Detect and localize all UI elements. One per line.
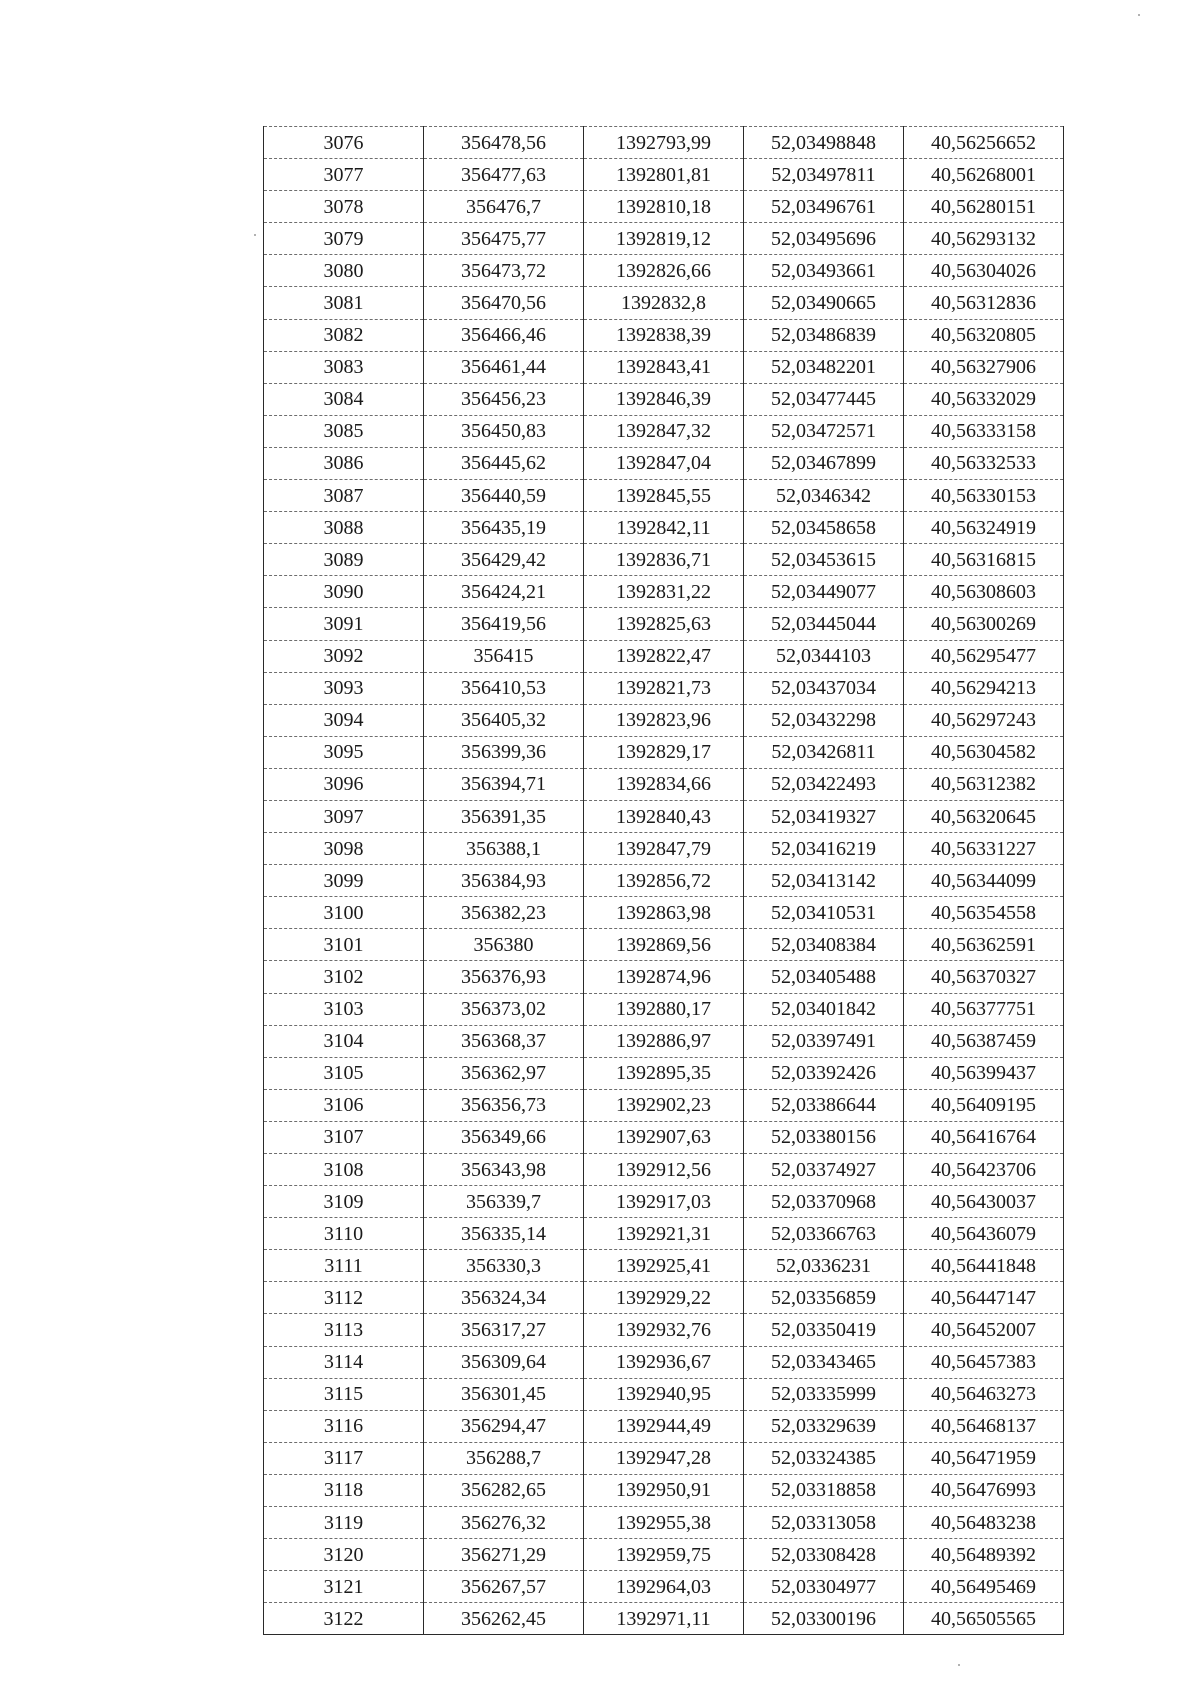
table-row [264, 1474, 1064, 1506]
y-coordinate-cell: 1392944,49 [584, 1410, 744, 1442]
x-coordinate-cell: 356376,93 [424, 961, 584, 993]
table-row [264, 512, 1064, 544]
scan-speck [958, 1664, 960, 1666]
table-row [264, 447, 1064, 479]
y-coordinate-cell: 1392895,35 [584, 1057, 744, 1089]
x-coordinate-cell: 356282,65 [424, 1474, 584, 1506]
point-number-cell: 3119 [264, 1507, 424, 1539]
y-coordinate-cell: 1392929,22 [584, 1282, 744, 1314]
table-body [264, 127, 1064, 1635]
latitude-cell: 52,03495696 [744, 223, 904, 255]
x-coordinate-cell: 356415 [424, 640, 584, 672]
table-row [264, 704, 1064, 736]
longitude-cell: 40,56312382 [904, 768, 1064, 800]
x-coordinate-cell: 356476,7 [424, 191, 584, 223]
x-coordinate-cell: 356388,1 [424, 833, 584, 865]
point-number-cell: 3089 [264, 544, 424, 576]
point-number-cell: 3104 [264, 1025, 424, 1057]
x-coordinate-cell: 356424,21 [424, 576, 584, 608]
x-coordinate-cell: 356384,93 [424, 865, 584, 897]
x-coordinate-cell: 356440,59 [424, 480, 584, 512]
table-row [264, 415, 1064, 447]
latitude-cell: 52,03386644 [744, 1089, 904, 1121]
table-row [264, 287, 1064, 319]
y-coordinate-cell: 1392838,39 [584, 319, 744, 351]
longitude-cell: 40,56304026 [904, 255, 1064, 287]
table-row [264, 351, 1064, 383]
longitude-cell: 40,56483238 [904, 1507, 1064, 1539]
y-coordinate-cell: 1392874,96 [584, 961, 744, 993]
table-row [264, 319, 1064, 351]
y-coordinate-cell: 1392825,63 [584, 608, 744, 640]
y-coordinate-cell: 1392821,73 [584, 672, 744, 704]
longitude-cell: 40,56354558 [904, 897, 1064, 929]
longitude-cell: 40,56387459 [904, 1025, 1064, 1057]
longitude-cell: 40,56333158 [904, 415, 1064, 447]
y-coordinate-cell: 1392917,03 [584, 1186, 744, 1218]
table-row [264, 1571, 1064, 1603]
latitude-cell: 52,03413142 [744, 865, 904, 897]
latitude-cell: 52,03449077 [744, 576, 904, 608]
latitude-cell: 52,03445044 [744, 608, 904, 640]
point-number-cell: 3121 [264, 1571, 424, 1603]
latitude-cell: 52,03397491 [744, 1025, 904, 1057]
latitude-cell: 52,03374927 [744, 1154, 904, 1186]
point-number-cell: 3122 [264, 1603, 424, 1635]
point-number-cell: 3094 [264, 704, 424, 736]
table-row [264, 672, 1064, 704]
x-coordinate-cell: 356288,7 [424, 1442, 584, 1474]
y-coordinate-cell: 1392912,56 [584, 1154, 744, 1186]
y-coordinate-cell: 1392823,96 [584, 704, 744, 736]
table-row [264, 383, 1064, 415]
point-number-cell: 3080 [264, 255, 424, 287]
x-coordinate-cell: 356339,7 [424, 1186, 584, 1218]
point-number-cell: 3091 [264, 608, 424, 640]
table-row [264, 768, 1064, 800]
x-coordinate-cell: 356267,57 [424, 1571, 584, 1603]
y-coordinate-cell: 1392947,28 [584, 1442, 744, 1474]
x-coordinate-cell: 356317,27 [424, 1314, 584, 1346]
x-coordinate-cell: 356343,98 [424, 1154, 584, 1186]
table-row [264, 865, 1064, 897]
point-number-cell: 3117 [264, 1442, 424, 1474]
latitude-cell: 52,03350419 [744, 1314, 904, 1346]
table-row [264, 1378, 1064, 1410]
x-coordinate-cell: 356410,53 [424, 672, 584, 704]
point-number-cell: 3077 [264, 159, 424, 191]
longitude-cell: 40,56327906 [904, 351, 1064, 383]
point-number-cell: 3087 [264, 480, 424, 512]
y-coordinate-cell: 1392810,18 [584, 191, 744, 223]
longitude-cell: 40,56280151 [904, 191, 1064, 223]
coordinates-table [263, 126, 1064, 1635]
y-coordinate-cell: 1392940,95 [584, 1378, 744, 1410]
table-row [264, 159, 1064, 191]
table-row [264, 640, 1064, 672]
x-coordinate-cell: 356456,23 [424, 383, 584, 415]
latitude-cell: 52,03426811 [744, 736, 904, 768]
table-row [264, 1089, 1064, 1121]
latitude-cell: 52,03482201 [744, 351, 904, 383]
latitude-cell: 52,03497811 [744, 159, 904, 191]
longitude-cell: 40,56457383 [904, 1346, 1064, 1378]
x-coordinate-cell: 356399,36 [424, 736, 584, 768]
table-row [264, 1250, 1064, 1282]
point-number-cell: 3092 [264, 640, 424, 672]
longitude-cell: 40,56324919 [904, 512, 1064, 544]
latitude-cell: 52,03329639 [744, 1410, 904, 1442]
y-coordinate-cell: 1392819,12 [584, 223, 744, 255]
longitude-cell: 40,56332533 [904, 447, 1064, 479]
table-row [264, 961, 1064, 993]
latitude-cell: 52,03477445 [744, 383, 904, 415]
scan-speck [254, 234, 256, 236]
point-number-cell: 3097 [264, 800, 424, 832]
latitude-cell: 52,03300196 [744, 1603, 904, 1635]
point-number-cell: 3101 [264, 929, 424, 961]
point-number-cell: 3116 [264, 1410, 424, 1442]
x-coordinate-cell: 356382,23 [424, 897, 584, 929]
y-coordinate-cell: 1392863,98 [584, 897, 744, 929]
latitude-cell: 52,03366763 [744, 1218, 904, 1250]
table-row [264, 1603, 1064, 1635]
x-coordinate-cell: 356477,63 [424, 159, 584, 191]
point-number-cell: 3105 [264, 1057, 424, 1089]
point-number-cell: 3086 [264, 447, 424, 479]
latitude-cell: 52,03304977 [744, 1571, 904, 1603]
table-row [264, 736, 1064, 768]
table-row [264, 127, 1064, 159]
point-number-cell: 3099 [264, 865, 424, 897]
y-coordinate-cell: 1392964,03 [584, 1571, 744, 1603]
table-row [264, 1282, 1064, 1314]
table-row [264, 1025, 1064, 1057]
x-coordinate-cell: 356470,56 [424, 287, 584, 319]
point-number-cell: 3084 [264, 383, 424, 415]
longitude-cell: 40,56416764 [904, 1121, 1064, 1153]
x-coordinate-cell: 356294,47 [424, 1410, 584, 1442]
longitude-cell: 40,56297243 [904, 704, 1064, 736]
longitude-cell: 40,56399437 [904, 1057, 1064, 1089]
y-coordinate-cell: 1392856,72 [584, 865, 744, 897]
longitude-cell: 40,56476993 [904, 1474, 1064, 1506]
latitude-cell: 52,03401842 [744, 993, 904, 1025]
x-coordinate-cell: 356473,72 [424, 255, 584, 287]
latitude-cell: 52,03410531 [744, 897, 904, 929]
longitude-cell: 40,56377751 [904, 993, 1064, 1025]
latitude-cell: 52,03380156 [744, 1121, 904, 1153]
x-coordinate-cell: 356373,02 [424, 993, 584, 1025]
x-coordinate-cell: 356475,77 [424, 223, 584, 255]
table-row [264, 255, 1064, 287]
y-coordinate-cell: 1392936,67 [584, 1346, 744, 1378]
x-coordinate-cell: 356435,19 [424, 512, 584, 544]
y-coordinate-cell: 1392925,41 [584, 1250, 744, 1282]
point-number-cell: 3102 [264, 961, 424, 993]
table-row [264, 191, 1064, 223]
latitude-cell: 52,03467899 [744, 447, 904, 479]
longitude-cell: 40,56312836 [904, 287, 1064, 319]
latitude-cell: 52,03419327 [744, 800, 904, 832]
longitude-cell: 40,56330153 [904, 480, 1064, 512]
longitude-cell: 40,56294213 [904, 672, 1064, 704]
y-coordinate-cell: 1392826,66 [584, 255, 744, 287]
latitude-cell: 52,03335999 [744, 1378, 904, 1410]
y-coordinate-cell: 1392959,75 [584, 1539, 744, 1571]
longitude-cell: 40,56409195 [904, 1089, 1064, 1121]
point-number-cell: 3090 [264, 576, 424, 608]
latitude-cell: 52,03408384 [744, 929, 904, 961]
x-coordinate-cell: 356335,14 [424, 1218, 584, 1250]
latitude-cell: 52,0344103 [744, 640, 904, 672]
point-number-cell: 3114 [264, 1346, 424, 1378]
point-number-cell: 3115 [264, 1378, 424, 1410]
y-coordinate-cell: 1392950,91 [584, 1474, 744, 1506]
table-row [264, 1186, 1064, 1218]
latitude-cell: 52,03486839 [744, 319, 904, 351]
longitude-cell: 40,56452007 [904, 1314, 1064, 1346]
table-row [264, 1410, 1064, 1442]
y-coordinate-cell: 1392834,66 [584, 768, 744, 800]
latitude-cell: 52,03490665 [744, 287, 904, 319]
longitude-cell: 40,56370327 [904, 961, 1064, 993]
table-row [264, 1507, 1064, 1539]
y-coordinate-cell: 1392840,43 [584, 800, 744, 832]
latitude-cell: 52,03496761 [744, 191, 904, 223]
point-number-cell: 3112 [264, 1282, 424, 1314]
point-number-cell: 3098 [264, 833, 424, 865]
y-coordinate-cell: 1392832,8 [584, 287, 744, 319]
latitude-cell: 52,03472571 [744, 415, 904, 447]
latitude-cell: 52,03370968 [744, 1186, 904, 1218]
latitude-cell: 52,03493661 [744, 255, 904, 287]
longitude-cell: 40,56320645 [904, 800, 1064, 832]
latitude-cell: 52,03498848 [744, 127, 904, 159]
table-row [264, 1154, 1064, 1186]
latitude-cell: 52,03437034 [744, 672, 904, 704]
point-number-cell: 3095 [264, 736, 424, 768]
x-coordinate-cell: 356450,83 [424, 415, 584, 447]
point-number-cell: 3103 [264, 993, 424, 1025]
table-row [264, 929, 1064, 961]
longitude-cell: 40,56268001 [904, 159, 1064, 191]
y-coordinate-cell: 1392932,76 [584, 1314, 744, 1346]
longitude-cell: 40,56256652 [904, 127, 1064, 159]
longitude-cell: 40,56441848 [904, 1250, 1064, 1282]
table-row [264, 1121, 1064, 1153]
x-coordinate-cell: 356276,32 [424, 1507, 584, 1539]
point-number-cell: 3085 [264, 415, 424, 447]
table-row [264, 1539, 1064, 1571]
y-coordinate-cell: 1392847,32 [584, 415, 744, 447]
y-coordinate-cell: 1392907,63 [584, 1121, 744, 1153]
point-number-cell: 3108 [264, 1154, 424, 1186]
x-coordinate-cell: 356324,34 [424, 1282, 584, 1314]
x-coordinate-cell: 356330,3 [424, 1250, 584, 1282]
point-number-cell: 3076 [264, 127, 424, 159]
latitude-cell: 52,03458658 [744, 512, 904, 544]
longitude-cell: 40,56304582 [904, 736, 1064, 768]
longitude-cell: 40,56423706 [904, 1154, 1064, 1186]
latitude-cell: 52,03318858 [744, 1474, 904, 1506]
latitude-cell: 52,03392426 [744, 1057, 904, 1089]
longitude-cell: 40,56344099 [904, 865, 1064, 897]
point-number-cell: 3107 [264, 1121, 424, 1153]
y-coordinate-cell: 1392902,23 [584, 1089, 744, 1121]
point-number-cell: 3111 [264, 1250, 424, 1282]
table-row [264, 1442, 1064, 1474]
x-coordinate-cell: 356356,73 [424, 1089, 584, 1121]
point-number-cell: 3106 [264, 1089, 424, 1121]
scan-speck [1138, 14, 1140, 16]
point-number-cell: 3093 [264, 672, 424, 704]
point-number-cell: 3118 [264, 1474, 424, 1506]
x-coordinate-cell: 356394,71 [424, 768, 584, 800]
x-coordinate-cell: 356419,56 [424, 608, 584, 640]
longitude-cell: 40,56495469 [904, 1571, 1064, 1603]
table-row [264, 993, 1064, 1025]
longitude-cell: 40,56489392 [904, 1539, 1064, 1571]
latitude-cell: 52,03324385 [744, 1442, 904, 1474]
y-coordinate-cell: 1392886,97 [584, 1025, 744, 1057]
longitude-cell: 40,56320805 [904, 319, 1064, 351]
point-number-cell: 3096 [264, 768, 424, 800]
table-row [264, 833, 1064, 865]
point-number-cell: 3110 [264, 1218, 424, 1250]
latitude-cell: 52,0346342 [744, 480, 904, 512]
longitude-cell: 40,56463273 [904, 1378, 1064, 1410]
latitude-cell: 52,03405488 [744, 961, 904, 993]
y-coordinate-cell: 1392829,17 [584, 736, 744, 768]
table-row [264, 1057, 1064, 1089]
point-number-cell: 3109 [264, 1186, 424, 1218]
point-number-cell: 3088 [264, 512, 424, 544]
point-number-cell: 3079 [264, 223, 424, 255]
y-coordinate-cell: 1392845,55 [584, 480, 744, 512]
y-coordinate-cell: 1392846,39 [584, 383, 744, 415]
y-coordinate-cell: 1392847,79 [584, 833, 744, 865]
point-number-cell: 3083 [264, 351, 424, 383]
point-number-cell: 3120 [264, 1539, 424, 1571]
x-coordinate-cell: 356478,56 [424, 127, 584, 159]
point-number-cell: 3100 [264, 897, 424, 929]
y-coordinate-cell: 1392971,11 [584, 1603, 744, 1635]
longitude-cell: 40,56468137 [904, 1410, 1064, 1442]
longitude-cell: 40,56293132 [904, 223, 1064, 255]
point-number-cell: 3113 [264, 1314, 424, 1346]
latitude-cell: 52,03432298 [744, 704, 904, 736]
longitude-cell: 40,56331227 [904, 833, 1064, 865]
x-coordinate-cell: 356262,45 [424, 1603, 584, 1635]
y-coordinate-cell: 1392842,11 [584, 512, 744, 544]
latitude-cell: 52,03356859 [744, 1282, 904, 1314]
y-coordinate-cell: 1392869,56 [584, 929, 744, 961]
point-number-cell: 3082 [264, 319, 424, 351]
latitude-cell: 52,03308428 [744, 1539, 904, 1571]
y-coordinate-cell: 1392793,99 [584, 127, 744, 159]
x-coordinate-cell: 356368,37 [424, 1025, 584, 1057]
latitude-cell: 52,03313058 [744, 1507, 904, 1539]
table-row [264, 1218, 1064, 1250]
y-coordinate-cell: 1392880,17 [584, 993, 744, 1025]
x-coordinate-cell: 356445,62 [424, 447, 584, 479]
x-coordinate-cell: 356349,66 [424, 1121, 584, 1153]
y-coordinate-cell: 1392822,47 [584, 640, 744, 672]
latitude-cell: 52,03343465 [744, 1346, 904, 1378]
y-coordinate-cell: 1392955,38 [584, 1507, 744, 1539]
table-row [264, 608, 1064, 640]
longitude-cell: 40,56430037 [904, 1186, 1064, 1218]
point-number-cell: 3078 [264, 191, 424, 223]
longitude-cell: 40,56505565 [904, 1603, 1064, 1635]
y-coordinate-cell: 1392843,41 [584, 351, 744, 383]
table-row [264, 800, 1064, 832]
x-coordinate-cell: 356461,44 [424, 351, 584, 383]
x-coordinate-cell: 356362,97 [424, 1057, 584, 1089]
latitude-cell: 52,03422493 [744, 768, 904, 800]
y-coordinate-cell: 1392801,81 [584, 159, 744, 191]
table-row [264, 897, 1064, 929]
longitude-cell: 40,56362591 [904, 929, 1064, 961]
point-number-cell: 3081 [264, 287, 424, 319]
table-row [264, 480, 1064, 512]
longitude-cell: 40,56316815 [904, 544, 1064, 576]
x-coordinate-cell: 356301,45 [424, 1378, 584, 1410]
x-coordinate-cell: 356405,32 [424, 704, 584, 736]
x-coordinate-cell: 356391,35 [424, 800, 584, 832]
longitude-cell: 40,56308603 [904, 576, 1064, 608]
table-row [264, 544, 1064, 576]
x-coordinate-cell: 356271,29 [424, 1539, 584, 1571]
y-coordinate-cell: 1392847,04 [584, 447, 744, 479]
x-coordinate-cell: 356466,46 [424, 319, 584, 351]
longitude-cell: 40,56436079 [904, 1218, 1064, 1250]
table-row [264, 1346, 1064, 1378]
longitude-cell: 40,56471959 [904, 1442, 1064, 1474]
latitude-cell: 52,03416219 [744, 833, 904, 865]
y-coordinate-cell: 1392836,71 [584, 544, 744, 576]
x-coordinate-cell: 356309,64 [424, 1346, 584, 1378]
x-coordinate-cell: 356380 [424, 929, 584, 961]
longitude-cell: 40,56447147 [904, 1282, 1064, 1314]
longitude-cell: 40,56332029 [904, 383, 1064, 415]
latitude-cell: 52,0336231 [744, 1250, 904, 1282]
latitude-cell: 52,03453615 [744, 544, 904, 576]
y-coordinate-cell: 1392921,31 [584, 1218, 744, 1250]
table-row [264, 1314, 1064, 1346]
table-row [264, 223, 1064, 255]
y-coordinate-cell: 1392831,22 [584, 576, 744, 608]
longitude-cell: 40,56300269 [904, 608, 1064, 640]
longitude-cell: 40,56295477 [904, 640, 1064, 672]
table-row [264, 576, 1064, 608]
x-coordinate-cell: 356429,42 [424, 544, 584, 576]
